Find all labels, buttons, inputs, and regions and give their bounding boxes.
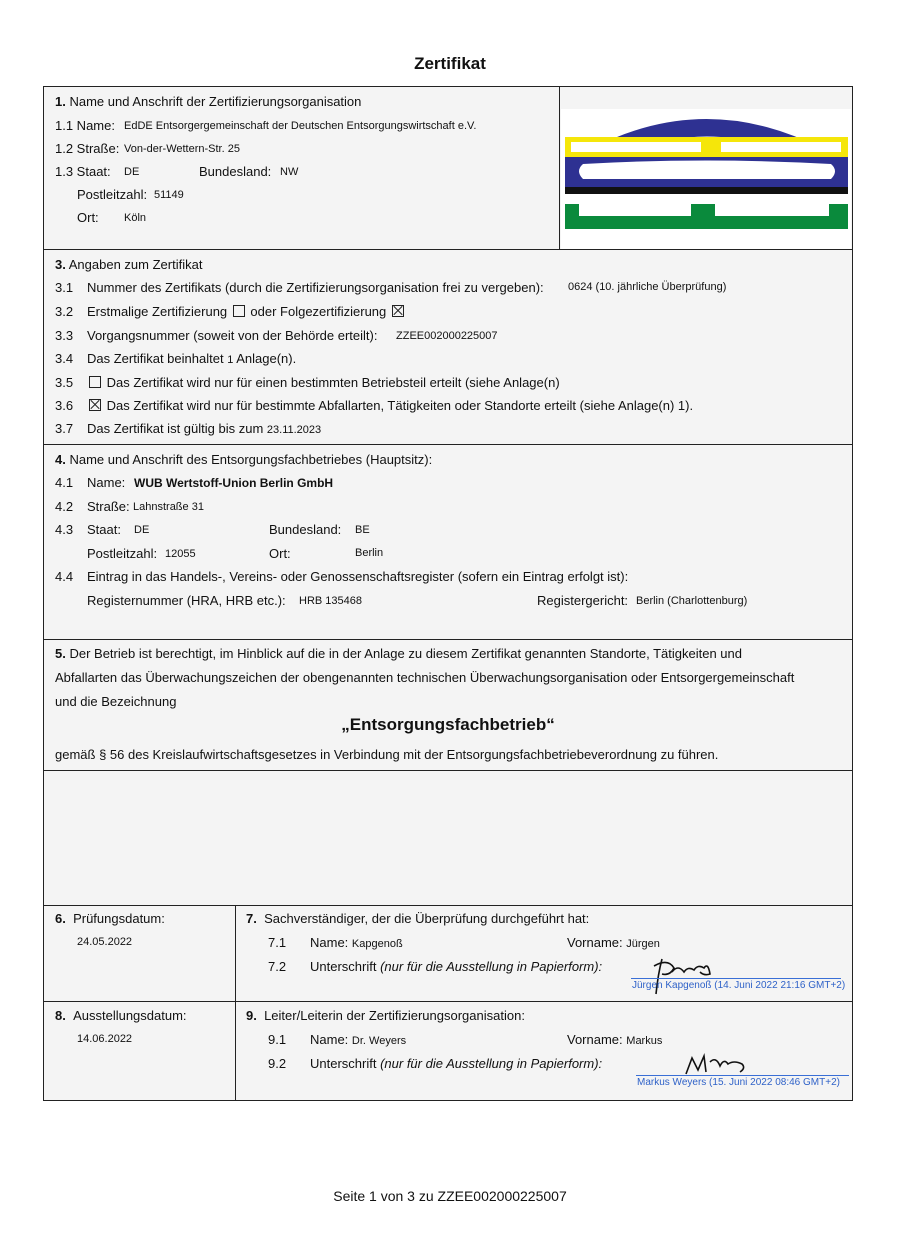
attachments-count: 1 — [227, 354, 234, 366]
section-4-heading: Name und Anschrift des Entsorgungsfachbetriebes (Hauptsitz): — [69, 452, 433, 467]
head-name-value: Dr. Weyers — [351, 1035, 407, 1047]
business-part-checkbox — [89, 376, 101, 388]
certificate-number-label: Nummer des Zertifikats (durch die Zertifizierungsorganisation frei zu vergeben): — [87, 280, 544, 295]
expert-name-value: Kapgenoß — [351, 938, 403, 950]
logo-divider — [559, 87, 560, 249]
issuer-ort-value: Köln — [124, 212, 147, 224]
expert-firstname-label: Vorname: — [567, 935, 623, 950]
section-6-divider — [235, 906, 236, 1001]
section-4-company — [43, 444, 853, 640]
inspection-date-value: 24.05.2022 — [77, 936, 133, 948]
section-9-number: 9. — [246, 1008, 257, 1023]
head-heading: Leiter/Leiterin der Zertifizierungsorganisation: — [264, 1008, 525, 1023]
company-ort-value: Berlin — [355, 547, 384, 559]
expert-signature-note: (nur für die Ausstellung in Papierform): — [380, 959, 603, 974]
row-3-2-number: 3.2 — [55, 304, 74, 319]
issuer-street-label: 1.2 Straße: — [55, 141, 120, 156]
waste-types-text: Das Zertifikat wird nur für bestimmte Abfallarten, Tätigkeiten oder Standorte erteilt (siehe Anlage(n) 1). — [106, 398, 694, 413]
first-certification-label: Erstmalige Zertifizierung — [87, 304, 228, 319]
section-3-number: 3. — [55, 257, 66, 272]
attachments-label: Das Zertifikat beinhaltet — [87, 351, 224, 366]
expert-heading: Sachverständiger, der die Überprüfung durchgeführt hat: — [264, 911, 590, 926]
procedure-number-value: ZZEE002000225007 — [396, 330, 498, 342]
row-3-5-number: 3.5 — [55, 375, 74, 390]
company-name-value: WUB Wertstoff-Union Berlin GmbH — [134, 476, 334, 490]
head-firstname-label: Vorname: — [567, 1032, 623, 1047]
issuer-state-label: 1.3 Staat: — [55, 164, 111, 179]
head-name-label: Name: — [310, 1032, 349, 1047]
register-number-value: HRB 135468 — [299, 595, 362, 607]
row-3-6-number: 3.6 — [55, 398, 74, 413]
authorization-line-4: gemäß § 56 des Kreislaufwirtschaftsgesetzes in Verbindung mit der Entsorgungsfachbetriebeverordnung zu führen. — [55, 747, 719, 762]
company-state-value: DE — [134, 524, 150, 536]
company-plz-value: 12055 — [165, 548, 196, 560]
head-firstname-value: Markus — [626, 1035, 663, 1047]
company-bundesland-label: Bundesland: — [269, 522, 342, 537]
issuer-name-label: 1.1 Name: — [55, 118, 115, 133]
section-8-number: 8. — [55, 1008, 66, 1023]
row-7-2-number: 7.2 — [268, 959, 287, 974]
issuer-plz-label: Postleitzahl: — [77, 187, 148, 202]
valid-until-label: Das Zertifikat ist gültig bis zum — [87, 421, 264, 436]
section-8-9 — [43, 1001, 853, 1101]
expert-name-label: Name: — [310, 935, 349, 950]
issuer-name-value: EdDE Entsorgergemeinschaft der Deutschen Entsorgungswirtschaft e.V. — [124, 120, 477, 132]
authorization-line-3: und die Bezeichnung — [55, 694, 177, 709]
designation-title: „Entsorgungsfachbetrieb“ — [341, 715, 555, 734]
issue-date-label: Ausstellungsdatum: — [73, 1008, 187, 1023]
waste-types-checkbox — [89, 399, 101, 411]
issuer-street-value: Von-der-Wettern-Str. 25 — [124, 143, 240, 155]
row-7-1-number: 7.1 — [268, 935, 287, 950]
register-entry-text: Eintrag in das Handels-, Vereins- oder Genossenschaftsregister (sofern ein Eintrag erfolgt ist): — [87, 569, 629, 584]
section-6-number: 6. — [55, 911, 66, 926]
expert-signature-caption: Jürgen Kapgenoß (14. Juni 2022 21:16 GMT+2) — [632, 980, 846, 991]
row-4-2-number: 4.2 — [55, 499, 74, 514]
issuer-bundesland-value: NW — [280, 166, 299, 178]
issuer-plz-value: 51149 — [154, 189, 184, 201]
row-3-4-number: 3.4 — [55, 351, 74, 366]
attachments-suffix: Anlage(n). — [236, 351, 297, 366]
edde-logo-graphic — [561, 109, 851, 249]
procedure-number-label: Vorgangsnummer (soweit von der Behörde erteilt): — [87, 328, 378, 343]
section-3-certificate-details — [43, 249, 853, 445]
row-3-3-number: 3.3 — [55, 328, 74, 343]
section-1-heading: Name und Anschrift der Zertifizierungsorganisation — [69, 94, 362, 109]
section-6-7 — [43, 905, 853, 1002]
head-signature-note: (nur für die Ausstellung in Papierform): — [380, 1056, 603, 1071]
page-footer: Seite 1 von 3 zu ZZEE002000225007 — [333, 1188, 567, 1204]
head-signature-label: Unterschrift — [310, 1056, 377, 1071]
document-title: Zertifikat — [414, 54, 486, 73]
company-ort-label: Ort: — [269, 546, 291, 561]
follow-up-certification-checkbox — [392, 305, 404, 317]
section-1-issuer — [43, 86, 853, 250]
issue-date-value: 14.06.2022 — [77, 1033, 133, 1045]
row-9-2-number: 9.2 — [268, 1056, 287, 1071]
first-certification-checkbox — [233, 305, 245, 317]
row-3-7-number: 3.7 — [55, 421, 74, 436]
company-street-label: Straße: — [87, 499, 130, 514]
section-7-number: 7. — [246, 911, 257, 926]
edde-logo — [561, 109, 851, 249]
head-signature-line — [636, 1075, 849, 1076]
section-5-authorization — [43, 639, 853, 771]
authorization-line-1: Der Betrieb ist berechtigt, im Hinblick auf die in der Anlage zu diesem Zertifikat genannten Standorte, Tätigkeiten und — [69, 646, 742, 661]
company-name-label: Name: — [87, 475, 126, 490]
company-state-label: Staat: — [87, 522, 121, 537]
section-3-heading: Angaben zum Zertifikat — [68, 257, 203, 272]
expert-signature-line — [631, 978, 841, 979]
company-bundesland-value: BE — [355, 524, 370, 536]
empty-area — [43, 770, 853, 906]
company-plz-label: Postleitzahl: — [87, 546, 158, 561]
row-4-3-number: 4.3 — [55, 522, 74, 537]
section-8-divider — [235, 1002, 236, 1100]
company-street-value: Lahnstraße 31 — [133, 501, 204, 513]
register-court-value: Berlin (Charlottenburg) — [636, 595, 748, 607]
section-1-number: 1. — [55, 94, 66, 109]
expert-signature-label: Unterschrift — [310, 959, 377, 974]
expert-firstname-value: Jürgen — [626, 938, 660, 950]
head-signature-caption: Markus Weyers (15. Juni 2022 08:46 GMT+2) — [637, 1077, 840, 1088]
valid-until-value: 23.11.2023 — [266, 424, 322, 436]
issuer-ort-label: Ort: — [77, 210, 99, 225]
section-4-number: 4. — [55, 452, 66, 467]
register-number-label: Registernummer (HRA, HRB etc.): — [87, 593, 286, 608]
inspection-date-label: Prüfungsdatum: — [73, 911, 165, 926]
section-5-number: 5. — [55, 646, 66, 661]
row-4-4-number: 4.4 — [55, 569, 74, 584]
authorization-line-2: Abfallarten das Überwachungszeichen der obengenannten technischen Überwachungsorganisation oder Entsorgergemeinschaft — [55, 670, 795, 685]
business-part-text: Das Zertifikat wird nur für einen bestimmten Betriebsteil erteilt (siehe Anlage(n) — [106, 375, 560, 390]
issuer-bundesland-label: Bundesland: — [199, 164, 272, 179]
row-3-1-number: 3.1 — [55, 280, 74, 295]
row-4-1-number: 4.1 — [55, 475, 74, 490]
register-court-label: Registergericht: — [537, 593, 629, 608]
certificate-number-value: 0624 (10. jährliche Überprüfung) — [568, 281, 727, 293]
row-9-1-number: 9.1 — [268, 1032, 287, 1047]
issuer-state-value: DE — [124, 166, 140, 178]
follow-up-certification-label: oder Folgezertifizierung — [250, 304, 387, 319]
